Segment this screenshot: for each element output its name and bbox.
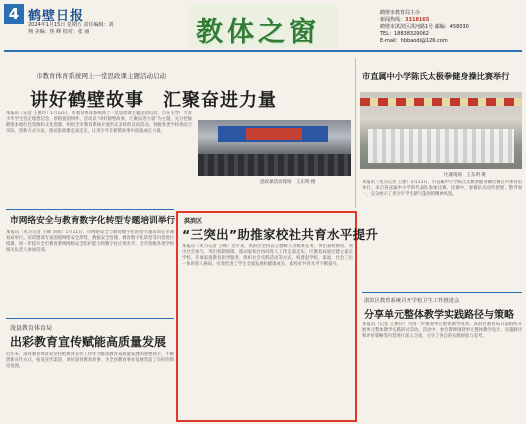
article1-photo-caption: 思政课活动现场 王东明 摄: [260, 180, 316, 185]
article3-school-tag: 淇滨区: [184, 218, 203, 225]
editor-line-1: 鹤壁市教育局主办: [380, 10, 421, 16]
article1-headline: 讲好鹤壁故事 汇聚奋进力量: [30, 90, 277, 111]
article4-photo-caption: 比赛现场 王东明 摄: [444, 173, 486, 178]
editor-hotline: [380, 17, 522, 24]
article5-body: 近年来，浚县教育体育局坚持把教育宣传工作作为推动教育高质量发展的重要抓手，不断创新宣传方式，拓宽宣传渠道，讲好浚县教育故事，为全县教育事业发展营造了良好的舆论氛围。: [6, 352, 174, 369]
hotline-label: 新闻热线：: [380, 17, 406, 23]
article5-top-rule: [6, 318, 174, 319]
article6-body: 本报讯（记者 王惠玲）为进一步推进单元整体教学改革，淇滨区教育局日前组织开展单元整体教学实践研讨活动。活动中，参会教师围绕单元整体教学设计、实施路径和评价策略等内容进行深入交流，分享了各自的实践经验与思考。: [362, 322, 522, 339]
article1-photo: [198, 120, 351, 185]
editor-info: [380, 10, 522, 45]
article1-body-cont: [198, 186, 351, 200]
article6-kicker: 淇滨区教育系统召开学校卫生工作推进会: [364, 298, 460, 304]
article1-kicker: 市教育体育系统网上一堂思政课主题活动启动: [36, 72, 166, 80]
paper-logo: 鹤壁日报: [28, 9, 85, 24]
article5-kicker: 浚县教育体育局: [10, 325, 53, 332]
article4-headline: 市直属中小学陈氏太极拳健身操比赛举行: [362, 71, 510, 81]
article1-body: 本报讯（记者 王惠玲）1月12日，市教育体育系统网上一堂思政课主题活动启动，旨在引导广大青少年学生坚定理想信念，厚植爱国情怀。活动以“讲好鹤壁故事，汇聚奋进力量”为主题，充分挖掘鹤壁本地红色资源和文化资源，组织全市教育系统开展形式多样的宣讲活动。各级各类学校将结合实际，创新方式方法，推动思政课走深走实，让青少年在鹤壁故事中汲取成长力量。: [6, 111, 192, 134]
article6-top-rule: [362, 292, 522, 293]
article3-headline: “三突出”助推家校社共育水平提升: [182, 227, 379, 242]
article2-headline: 市网络安全与教育数字化转型专题培训举行: [10, 216, 176, 226]
article2-body: 本报讯（见习记者 王峰 刘冰）1月11日，市网络安全与教育数字化转型专题培训在市教育局举行。培训邀请专家围绕网络安全形势、数据安全管理、教育数字化转型等内容进行授课，进一步提升全市教育系统网络安全防护能力和数字化应用水平。全市各级各类学校相关负责人参加培训。: [6, 230, 174, 253]
section-title: 教体之窗: [196, 17, 320, 48]
page-number: 4: [4, 4, 24, 24]
article3-body: 本报讯（见习记者 王峰）近年来，淇滨区坚持以立德树人为根本任务，突出家校协同、突出社会参与、突出机制保障，推动家校社协同育人工作走深走实。区教育局通过建立家长学校、开展家庭教育指导服务、组织社会实践活动等方式，构建起学校、家庭、社会三位一体的育人格局，有效促进了学生全面发展和健康成长，家校社共育水平不断提升。: [182, 244, 353, 267]
article6-headline: 分享单元整体教学实践路径与策略: [364, 310, 514, 321]
editor-line-2: 鹤壁市淇滨区淇河路1号 邮编：458030: [380, 24, 469, 30]
editor-line-4: E-mail：hbbaodi@126.com: [380, 38, 448, 44]
issue-line: 2024年1月15日 星期五 责任编辑：刘 翔 美编：焦 峰 校对：张 丽: [28, 22, 114, 35]
masthead-rule: [4, 50, 522, 52]
article5-headline: 出彩教育宣传赋能高质量发展: [10, 335, 167, 349]
hotline-number: 3318165: [405, 17, 430, 23]
article2-top-rule: [6, 209, 174, 210]
article4-photo: [360, 92, 522, 178]
editor-line-3: TEL：18838329062: [380, 31, 429, 37]
column-rule: [355, 58, 356, 208]
article4-body: 本报讯（见习记者 王惠）1月13日，市直属中小学陈氏太极拳健身操比赛在市体育馆举行。来自各直属中小学的代表队参加比赛。比赛中，参赛队员动作舒展、整齐划一，充分展示了青少年学生朝气蓬勃的精神风貌。: [362, 180, 522, 197]
